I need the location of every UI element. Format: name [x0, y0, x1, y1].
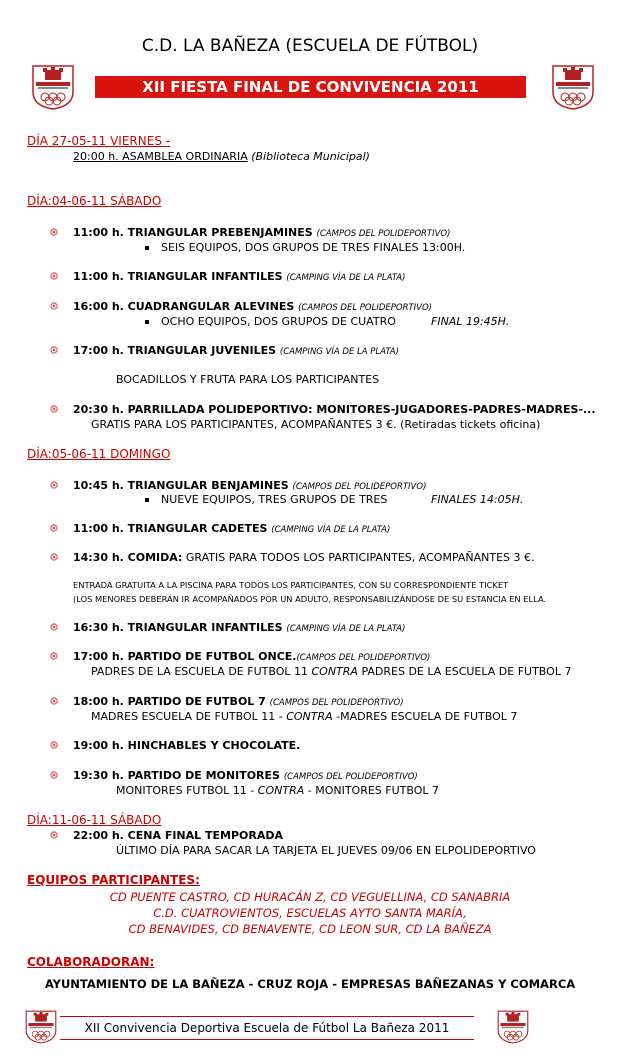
day1-heading: DÍA 27-05-11 VIERNES - — [27, 134, 171, 148]
ball-bullet-icon — [50, 623, 58, 631]
collab-heading: COLABORADORAN: — [27, 955, 155, 969]
day3-event7: 19:00 h. HINCHABLES Y CHOCOLATE. — [73, 739, 301, 752]
square-bullet-icon — [145, 246, 149, 250]
club-crest-footer-right-icon — [496, 1008, 530, 1044]
collab-line: AYUNTAMIENTO DE LA BAÑEZA - CRUZ ROJA - EMPRESAS BAÑEZANAS Y COMARCA — [44, 977, 576, 991]
day3-event6: 18:00 h. PARTIDO DE FUTBOL 7 (CAMPOS DEL POLIDEPORTIVO) — [73, 695, 404, 708]
day2-event5-detail: GRATIS PARA LOS PARTICIPANTES, ACOMPAÑANTES 3 €. (Retiradas tickets oficina) — [91, 418, 541, 431]
ball-bullet-icon — [50, 741, 58, 749]
day2-event3: 16:00 h. CUADRANGULAR ALEVINES (CAMPOS DEL POLIDEPORTIVO) — [73, 300, 432, 313]
ball-bullet-icon — [50, 302, 58, 310]
day3-event1: 10:45 h. TRIANGULAR BENJAMINES (CAMPOS DEL POLIDEPORTIVO) — [73, 479, 427, 492]
ball-bullet-icon — [50, 553, 58, 561]
pool-info-line1: ENTRADA GRATUITA A LA PISCINA PARA TODOS LOS PARTICIPANTES, CON SU CORRESPONDIENTE TICKET — [73, 580, 509, 590]
page-title: C.D. LA BAÑEZA (ESCUELA DE FÚTBOL) — [141, 36, 479, 56]
teams-line1: CD PUENTE CASTRO, CD HURACÁN Z, CD VEGUELLINA, CD SANABRIA — [109, 890, 511, 904]
ball-bullet-icon — [50, 771, 58, 779]
day2-event2: 11:00 h. TRIANGULAR INFANTILES (CAMPING VÍA DE LA PLATA) — [73, 270, 406, 283]
day3-event2: 11:00 h. TRIANGULAR CADETES (CAMPING VÍA DE LA PLATA) — [73, 522, 391, 535]
ball-bullet-icon — [50, 652, 58, 660]
day2-event1-detail: SEIS EQUIPOS, DOS GRUPOS DE TRES FINALES 13:00H. — [161, 241, 466, 254]
day3-event3: 14:30 h. COMIDA: GRATIS PARA TODOS LOS PARTICIPANTES, ACOMPAÑANTES 3 €. — [73, 551, 535, 564]
day2-event3-detail: OCHO EQUIPOS, DOS GRUPOS DE CUATRO — [161, 315, 396, 328]
teams-line2: C.D. CUATROVIENTOS, ESCUELAS AYTO SANTA MARÍA, — [153, 906, 467, 920]
ball-bullet-icon — [50, 481, 58, 489]
ball-bullet-icon — [50, 524, 58, 532]
day2-event1: 11:00 h. TRIANGULAR PREBENJAMINES (CAMPOS DEL POLIDEPORTIVO) — [73, 226, 451, 239]
pool-info-line2: (LOS MENORES DEBERÁN IR ACOMPAÑADOS POR UN ADULTO, RESPONSABILIZÁNDOSE DE SU ESTANCIA EN ELLA. — [73, 594, 547, 604]
square-bullet-icon — [145, 320, 149, 324]
day3-event5-detail: PADRES DE LA ESCUELA DE FUTBOL 11 CONTRA PADRES DE LA ESCUELA DE FUTBOL 7 — [91, 665, 572, 678]
day3-event5: 17:00 h. PARTIDO DE FUTBOL ONCE.(CAMPOS DEL POLIDEPORTIVO) — [73, 650, 431, 663]
day2-heading: DÍA:04-06-11 SÁBADO — [27, 194, 162, 208]
day3-event1-detail: NUEVE EQUIPOS, TRES GRUPOS DE TRES — [161, 493, 388, 506]
ball-bullet-icon — [50, 346, 58, 354]
day3-event8: 19:30 h. PARTIDO DE MONITORES (CAMPOS DEL POLIDEPORTIVO) — [73, 769, 418, 782]
day3-event4: 16:30 h. TRIANGULAR INFANTILES (CAMPING VÍA DE LA PLATA) — [73, 621, 406, 634]
day3-heading: DÍA:05-06-11 DOMINGO — [27, 447, 171, 461]
footer-caption: XII Convivencia Deportiva Escuela de Fútbol La Bañeza 2011 — [60, 1016, 474, 1040]
day2-event5: 20:30 h. PARRILLADA POLIDEPORTIVO: MONITORES-JUGADORES-PADRES-MADRES-... — [73, 403, 596, 416]
club-crest-left-icon — [30, 62, 76, 110]
club-crest-footer-left-icon — [24, 1008, 58, 1044]
ball-bullet-icon — [50, 272, 58, 280]
square-bullet-icon — [145, 498, 149, 502]
day3-event6-detail: MADRES ESCUELA DE FUTBOL 11 - CONTRA -MADRES ESCUELA DE FUTBOL 7 — [91, 710, 518, 723]
ball-bullet-icon — [50, 228, 58, 236]
ball-bullet-icon — [50, 831, 58, 839]
day3-event8-detail: MONITORES FUTBOL 11 - CONTRA - MONITORES FUTBOL 7 — [116, 784, 440, 797]
ball-bullet-icon — [50, 697, 58, 705]
day4-heading: DÍA:11-06-11 SÁBADO — [27, 813, 162, 827]
event-banner: XII FIESTA FINAL DE CONVIVENCIA 2011 — [95, 76, 526, 98]
day4-event1: 22:00 h. CENA FINAL TEMPORADA — [73, 829, 283, 842]
teams-heading: EQUIPOS PARTICIPANTES: — [27, 873, 200, 887]
day1-event: 20:00 h. ASAMBLEA ORDINARIA (Biblioteca Municipal) — [73, 150, 370, 163]
day2-event4: 17:00 h. TRIANGULAR JUVENILES (CAMPING VÍA DE LA PLATA) — [73, 344, 399, 357]
day3-event1-final: FINALES 14:05H. — [431, 493, 524, 506]
ball-bullet-icon — [50, 405, 58, 413]
day4-event1-detail: ÚLTIMO DÍA PARA SACAR LA TARJETA EL JUEVES 09/06 EN ELPOLIDEPORTIVO — [116, 844, 536, 857]
club-crest-right-icon — [550, 62, 596, 110]
teams-line3: CD BENAVIDES, CD BENAVENTE, CD LEON SUR, CD LA BAÑEZA — [128, 922, 492, 936]
day2-event4-note: BOCADILLOS Y FRUTA PARA LOS PARTICIPANTES — [116, 373, 380, 386]
day2-event3-final: FINAL 19:45H. — [431, 315, 510, 328]
